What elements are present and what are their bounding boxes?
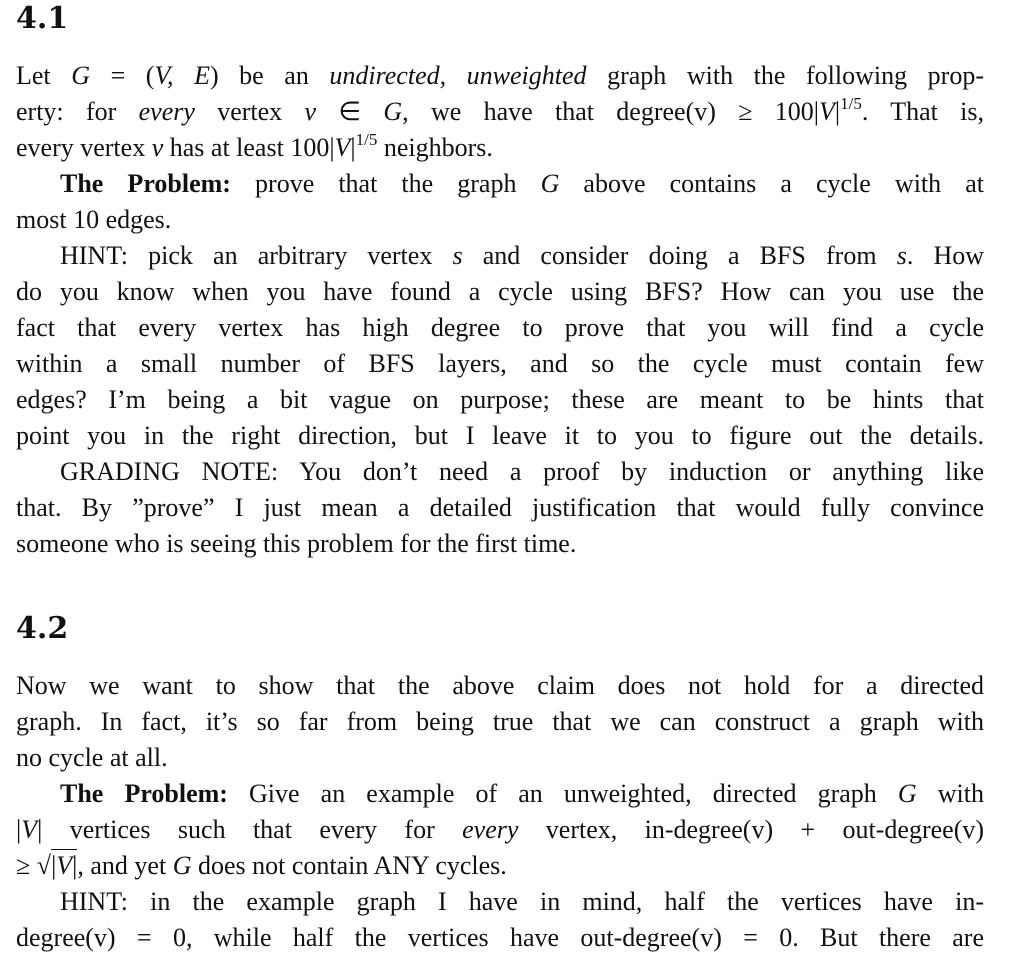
problem-statement-line: The Problem: prove that the graph G above contains a cycle with at bbox=[60, 169, 984, 198]
paragraph-line: Let G = (V, E) be an undirected, unweighted graph with the following prop- bbox=[16, 61, 984, 90]
paragraph-line: edges? I’m being a bit vague on purpose; these are meant to be hints that bbox=[16, 385, 984, 414]
hint-line: HINT: pick an arbitrary vertex s and consider doing a BFS from s. How bbox=[60, 241, 984, 270]
problem-label: The Problem: bbox=[60, 169, 231, 198]
paragraph-line: point you in the right direction, but I leave it to you to figure out the details. bbox=[16, 421, 984, 450]
paragraph-line: that. By ”prove” I just mean a detailed justification that would fully convince bbox=[16, 493, 984, 522]
paragraph-line: degree(v) = 0, while half the vertices have out-degree(v) = 0. But there are bbox=[16, 923, 984, 952]
paragraph-line: do you know when you have found a cycle using BFS? How can you use the bbox=[16, 277, 984, 306]
paragraph-line: someone who is seeing this problem for the first time. bbox=[16, 529, 577, 558]
grading-note-line: GRADING NOTE: You don’t need a proof by induction or anything like bbox=[60, 457, 984, 486]
paragraph-line: no cycle at all. bbox=[16, 743, 168, 772]
paragraph-line: every vertex v has at least $100|V|^{1/5}$ neighbors. bbox=[16, 130, 493, 162]
paragraph-line: |V| vertices such that every for every vertex, in-degree(v) + out-degree(v) bbox=[16, 815, 985, 844]
paragraph-line: within a small number of BFS layers, and so the cycle must contain few bbox=[16, 349, 984, 378]
paragraph-line: erty: for every vertex v ∈ G, we have that degree(v) ≥ $100|V|^{1/5}$. That is, bbox=[16, 94, 984, 126]
problem-statement-line: The Problem: Give an example of an unweighted, directed graph G with bbox=[60, 779, 984, 808]
paragraph-line: ≥ √|V|, and yet G does not contain ANY cycles. bbox=[16, 851, 507, 880]
sqrt-radicand: |V| bbox=[51, 851, 78, 880]
section-heading-4-2: 4.2 bbox=[16, 611, 69, 646]
sqrt-symbol: √ bbox=[36, 851, 52, 880]
section-heading-4-1: 4.1 bbox=[16, 1, 69, 36]
paragraph-line: fact that every vertex has high degree to prove that you will find a cycle bbox=[16, 313, 984, 342]
paragraph-line: graph. In fact, it’s so far from being true that we can construct a graph with bbox=[16, 707, 984, 736]
hint-line: HINT: in the example graph I have in mind, half the vertices have in- bbox=[60, 887, 984, 916]
problem-label: The Problem: bbox=[60, 779, 228, 808]
paragraph-line: Now we want to show that the above claim does not hold for a directed bbox=[16, 671, 984, 700]
paragraph-line: most 10 edges. bbox=[16, 205, 172, 234]
